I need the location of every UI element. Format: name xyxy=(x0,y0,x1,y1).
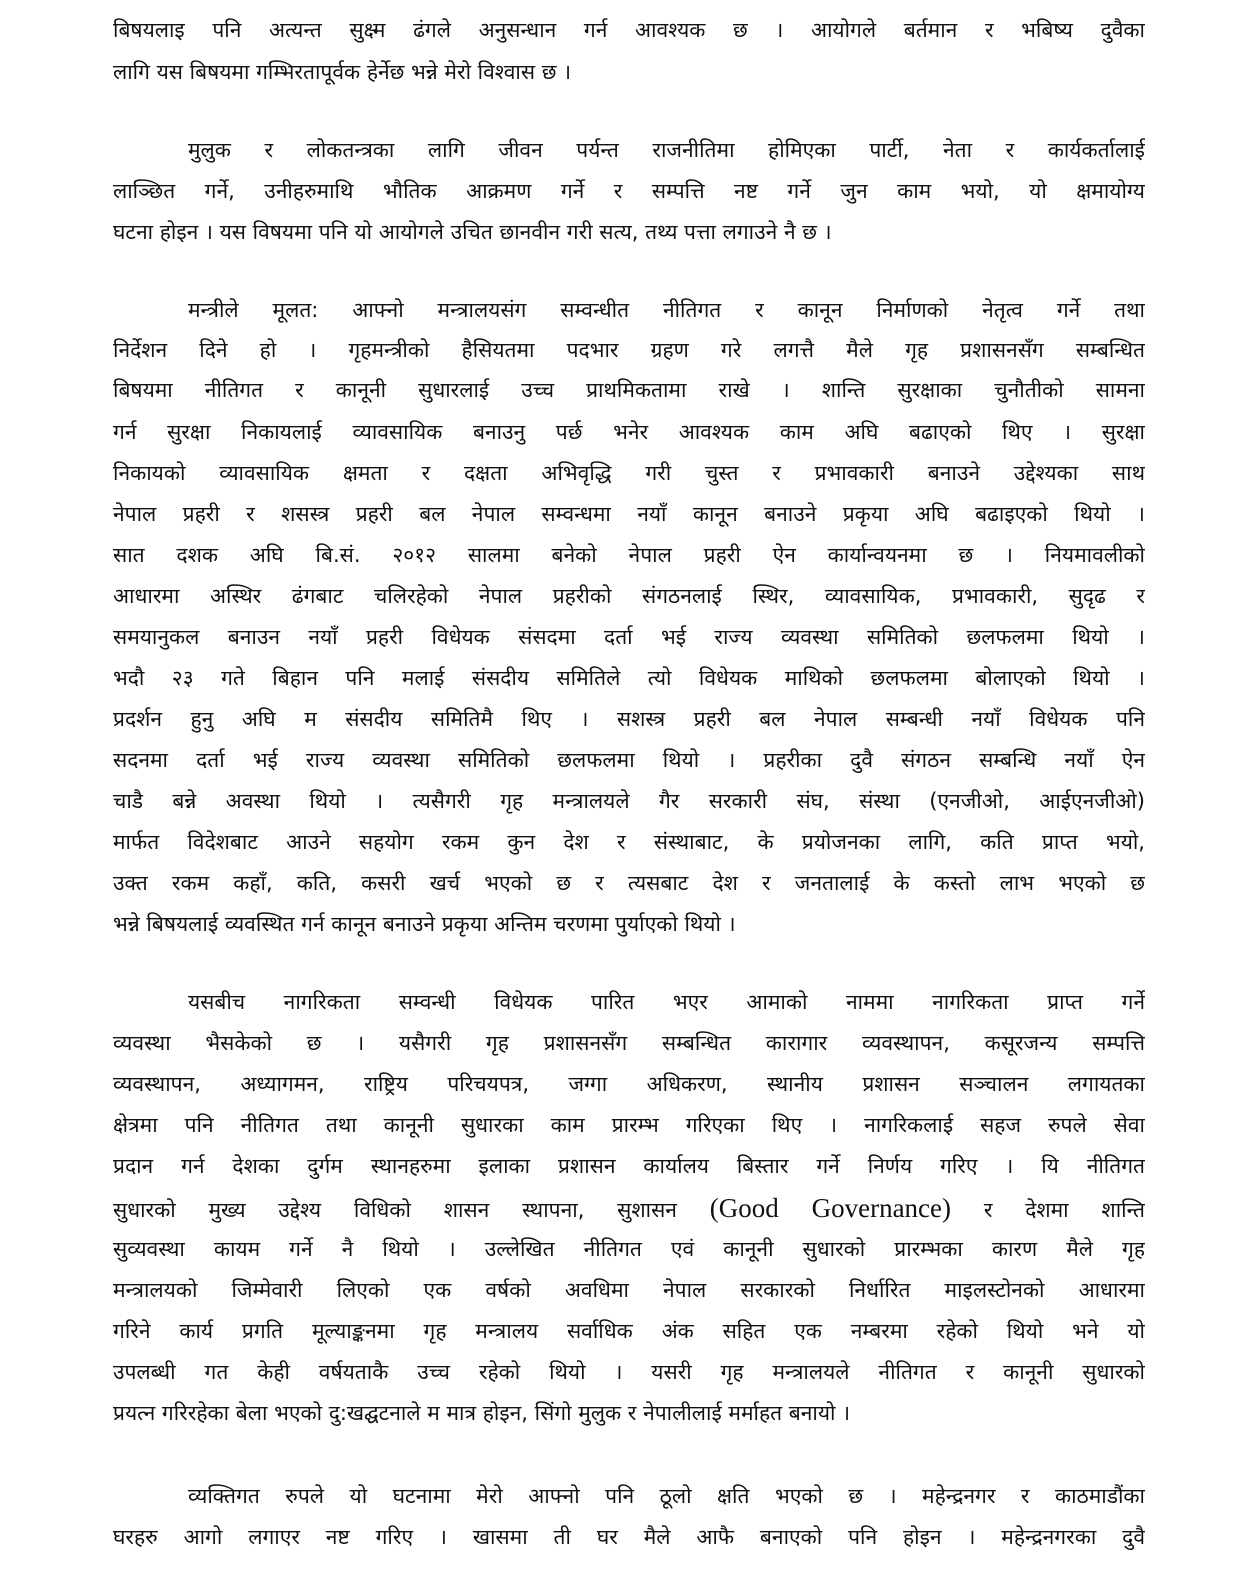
good-governance-term: (Good Governance) xyxy=(709,1193,952,1223)
text-line: नेपाल प्रहरी र शसस्त्र प्रहरी बल नेपाल सम्वन्धमा नयाँ कानून बनाउने प्रकृया अघि बढाइएको थियो । xyxy=(113,502,1145,526)
text-line-mixed xyxy=(113,1188,1145,1228)
text-line: लागि यस बिषयमा गम्भिरतापूर्वक हेर्नेछ भन्ने मेरो विश्वास छ । xyxy=(113,60,572,84)
text-line: सात दशक अघि बि.सं. २०१२ सालमा बनेको नेपाल प्रहरी ऐन कार्यान्वयनमा छ । नियमावलीको xyxy=(113,543,1145,567)
text-line: यसबीच नागरिकता सम्वन्धी विधेयक पारित भएर आमाको नाममा नागरिकता प्राप्त गर्ने xyxy=(188,990,1145,1014)
text-line: मन्त्रीले मूलत: आफ्नो मन्त्रालयसंग सम्वन्धीत नीतिगत र कानून निर्माणको नेतृत्व गर्ने तथा xyxy=(188,298,1145,322)
text-line: आधारमा अस्थिर ढंगबाट चलिरहेको नेपाल प्रहरीको संगठनलाई स्थिर, व्यावसायिक, प्रभावकारी, सुदृढ र xyxy=(113,584,1145,608)
text-line: भन्ने बिषयलाई व्यवस्थित गर्न कानून बनाउने प्रकृया अन्तिम चरणमा पुर्याएको थियो । xyxy=(113,912,736,936)
text-line: व्यक्तिगत रुपले यो घटनामा मेरो आफ्नो पनि ठूलो क्षति भएको छ । महेन्द्रनगर र काठमाडौंका xyxy=(188,1484,1145,1508)
text-line: उक्त रकम कहाँ, कति, कसरी खर्च भएको छ र त्यसबाट देश र जनतालाई के कस्तो लाभ भएको छ xyxy=(113,871,1145,895)
text-segment: र देशमा शान्ति xyxy=(983,1198,1145,1222)
text-line: मार्फत विदेशबाट आउने सहयोग रकम कुन देश र संस्थाबाट, के प्रयोजनका लागि, कति प्राप्त भयो, xyxy=(113,830,1145,854)
text-line: गर्न सुरक्षा निकायलाई व्यावसायिक बनाउनु पर्छ भनेर आवश्यक काम अघि बढाएको थिए । सुरक्षा xyxy=(113,420,1145,444)
text-line: सुव्यवस्था कायम गर्ने नै थियो । उल्लेखित नीतिगत एवं कानूनी सुधारको प्रारम्भका कारण मैले गृह xyxy=(113,1237,1145,1261)
text-segment: सुधारको मुख्य उद्देश्य विधिको शासन स्थापना, सुशासन xyxy=(113,1198,677,1222)
text-line: निकायको व्यावसायिक क्षमता र दक्षता अभिवृद्धि गरी चुस्त र प्रभावकारी बनाउने उद्देश्यका साथ xyxy=(113,461,1145,485)
text-line: क्षेत्रमा पनि नीतिगत तथा कानूनी सुधारका काम प्रारम्भ गरिएका थिए । नागरिकलाई सहज रुपले सेवा xyxy=(113,1113,1145,1137)
text-line: घरहरु आगो लगाएर नष्ट गरिए । खासमा ती घर मैले आफै बनाएको पनि होइन । महेन्द्रनगरका दुवै xyxy=(113,1525,1145,1549)
text-line: प्रयत्न गरिरहेका बेला भएको दु:खद्घटनाले म मात्र होइन, सिंगो मुलुक र नेपालीलाई मर्माहत बनायो । xyxy=(113,1401,851,1425)
text-line: मुलुक र लोकतन्त्रका लागि जीवन पर्यन्त राजनीतिमा होमिएका पार्टी, नेता र कार्यकर्तालाई xyxy=(188,138,1145,162)
text-line: समयानुकल बनाउन नयाँ प्रहरी विधेयक संसदमा दर्ता भई राज्य व्यवस्था समितिको छलफलमा थियो । xyxy=(113,625,1145,649)
text-line: घटना होइन । यस विषयमा पनि यो आयोगले उचित छानवीन गरी सत्य, तथ्य पत्ता लगाउने नै छ । xyxy=(113,220,832,244)
text-line: मन्त्रालयको जिम्मेवारी लिएको एक वर्षको अवधिमा नेपाल सरकारको निर्धारित माइलस्टोनको आधारमा xyxy=(113,1278,1145,1302)
text-line: बिषयलाइ पनि अत्यन्त सुक्ष्म ढंगले अनुसन्धान गर्न आवश्यक छ । आयोगले बर्तमान र भबिष्य दुवैका xyxy=(113,18,1145,42)
text-line: सदनमा दर्ता भई राज्य व्यवस्था समितिको छलफलमा थियो । प्रहरीका दुवै संगठन सम्बन्धि नयाँ ऐन xyxy=(113,748,1145,772)
text-line: प्रदान गर्न देशका दुर्गम स्थानहरुमा इलाका प्रशासन कार्यालय बिस्तार गर्ने निर्णय गरिए । यि नीतिगत xyxy=(113,1154,1145,1178)
text-line: उपलब्धी गत केही वर्षयताकै उच्च रहेको थियो । यसरी गृह मन्त्रालयले नीतिगत र कानूनी सुधारको xyxy=(113,1360,1145,1384)
text-line: बिषयमा नीतिगत र कानूनी सुधारलाई उच्च प्राथमिकतामा राखे । शान्ति सुरक्षाका चुनौतीको सामना xyxy=(113,378,1145,402)
text-line: लाञ्छित गर्ने, उनीहरुमाथि भौतिक आक्रमण गर्ने र सम्पत्ति नष्ट गर्ने जुन काम भयो, यो क्षमायोग्य xyxy=(113,179,1145,203)
text-line: चाडै बन्ने अवस्था थियो । त्यसैगरी गृह मन्त्रालयले गैर सरकारी संघ, संस्था (एनजीओ, आईएनजीओ) xyxy=(113,789,1145,813)
text-line: व्यवस्था भैसकेको छ । यसैगरी गृह प्रशासनसँग सम्बन्धित कारागार व्यवस्थापन, कसूरजन्य सम्पत्ति xyxy=(113,1031,1145,1055)
text-line: निर्देशन दिने हो । गृहमन्त्रीको हैसियतमा पदभार ग्रहण गरे लगत्तै मैले गृह प्रशासनसँग सम्बन्धित xyxy=(113,338,1145,362)
text-line: व्यवस्थापन, अध्यागमन, राष्ट्रिय परिचयपत्र, जग्गा अधिकरण, स्थानीय प्रशासन सञ्चालन लगायतका xyxy=(113,1072,1145,1096)
text-line: प्रदर्शन हुनु अघि म संसदीय समितिमै थिए । सशस्त्र प्रहरी बल नेपाल सम्बन्धी नयाँ विधेयक पनि xyxy=(113,707,1145,731)
text-line: भदौ २३ गते बिहान पनि मलाई संसदीय समितिले त्यो विधेयक माथिको छलफलमा बोलाएको थियो । xyxy=(113,666,1145,690)
text-line: गरिने कार्य प्रगति मूल्याङ्कनमा गृह मन्त्रालय सर्वाधिक अंक सहित एक नम्बरमा रहेको थियो भने यो xyxy=(113,1319,1145,1343)
